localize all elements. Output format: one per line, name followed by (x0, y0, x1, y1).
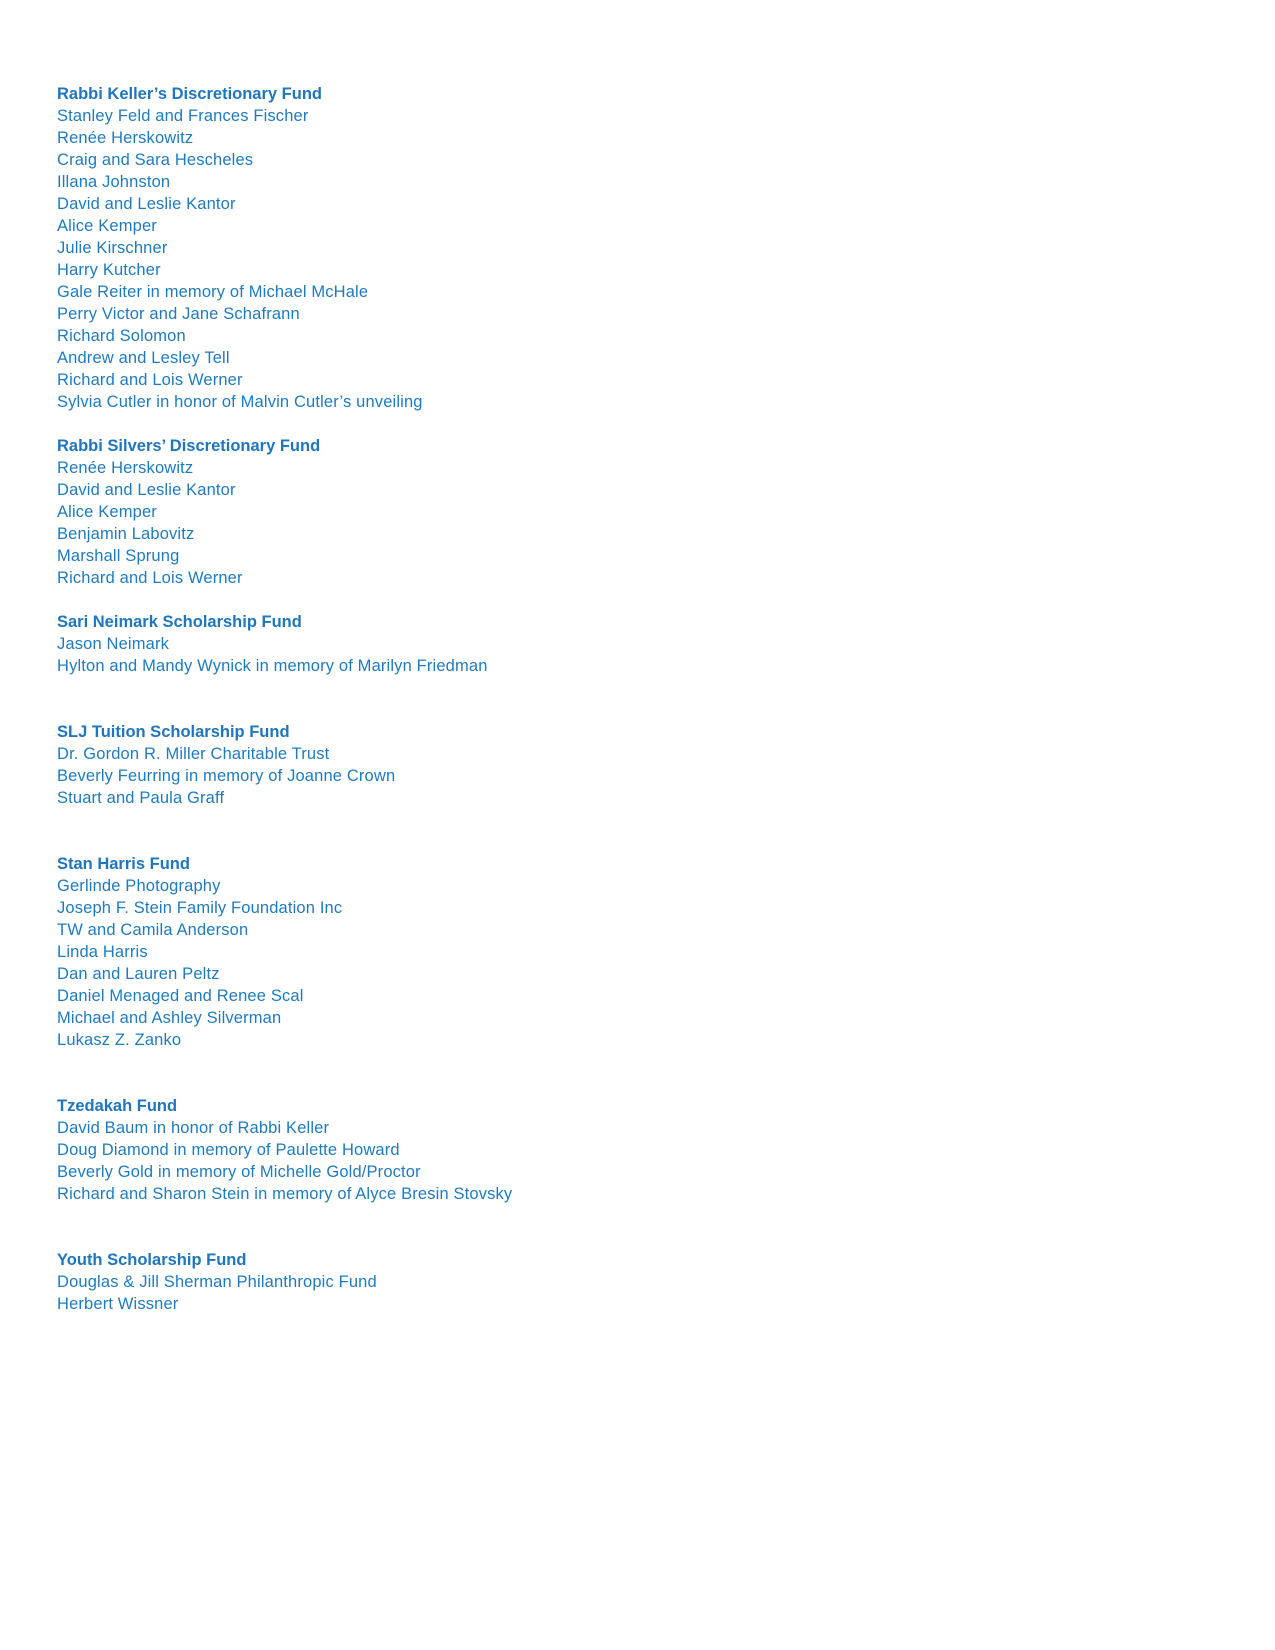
donor-name: Benjamin Labovitz (57, 525, 195, 543)
donor-name: Douglas & Jill Sherman Philanthropic Fund (57, 1273, 377, 1291)
fund-section-stan-harris (57, 853, 1217, 1051)
fund-section-slj-tuition (57, 721, 1217, 809)
donor-name: Renée Herskowitz (57, 459, 194, 477)
donor-name: Julie Kirschner (57, 239, 168, 257)
fund-title: Rabbi Keller’s Discretionary Fund (57, 85, 322, 103)
donor-name: Lukasz Z. Zanko (57, 1031, 182, 1049)
donor-name: Harry Kutcher (57, 261, 161, 279)
donor-name: Dan and Lauren Peltz (57, 965, 220, 983)
donor-name: David and Leslie Kantor (57, 481, 236, 499)
section-spacer (57, 677, 1217, 721)
donor-name: TW and Camila Anderson (57, 921, 249, 939)
donor-name: Hylton and Mandy Wynick in memory of Marilyn Friedman (57, 657, 488, 675)
section-spacer (57, 809, 1217, 853)
donor-name: Richard and Sharon Stein in memory of Alyce Bresin Stovsky (57, 1185, 513, 1203)
fund-title: Sari Neimark Scholarship Fund (57, 613, 302, 631)
donor-name: Doug Diamond in memory of Paulette Howard (57, 1141, 400, 1159)
donor-name: Craig and Sara Hescheles (57, 151, 254, 169)
donor-name: Herbert Wissner (57, 1295, 179, 1313)
donor-name: Alice Kemper (57, 503, 157, 521)
donor-name: Richard and Lois Werner (57, 371, 243, 389)
donor-name: Beverly Feurring in memory of Joanne Crown (57, 767, 396, 785)
donor-name: Joseph F. Stein Family Foundation Inc (57, 899, 343, 917)
fund-title: SLJ Tuition Scholarship Fund (57, 723, 290, 741)
donor-name: David Baum in honor of Rabbi Keller (57, 1119, 330, 1137)
donor-name: Gale Reiter in memory of Michael McHale (57, 283, 369, 301)
donor-name: Andrew and Lesley Tell (57, 349, 230, 367)
donor-name: Jason Neimark (57, 635, 169, 653)
donor-name: Stanley Feld and Frances Fischer (57, 107, 309, 125)
donor-name: Linda Harris (57, 943, 148, 961)
section-spacer (57, 589, 1217, 611)
donor-name: Daniel Menaged and Renee Scal (57, 987, 304, 1005)
section-spacer (57, 1205, 1217, 1249)
donor-name: Gerlinde Photography (57, 877, 221, 895)
donor-name: Beverly Gold in memory of Michelle Gold/Proctor (57, 1163, 421, 1181)
fund-section-youth-scholarship (57, 1249, 1217, 1315)
donor-list-page (57, 83, 1217, 1315)
donor-name: Perry Victor and Jane Schafrann (57, 305, 300, 323)
donor-name: Alice Kemper (57, 217, 157, 235)
fund-section-sari-neimark (57, 611, 1217, 677)
donor-name: Sylvia Cutler in honor of Malvin Cutler’s unveiling (57, 393, 423, 411)
donor-name: Renée Herskowitz (57, 129, 194, 147)
donor-name: Marshall Sprung (57, 547, 180, 565)
donor-name: David and Leslie Kantor (57, 195, 236, 213)
donor-name: Illana Johnston (57, 173, 171, 191)
donor-name: Dr. Gordon R. Miller Charitable Trust (57, 745, 330, 763)
fund-title: Tzedakah Fund (57, 1097, 178, 1115)
fund-section-rabbi-silvers (57, 435, 1217, 589)
donor-name: Michael and Ashley Silverman (57, 1009, 282, 1027)
section-spacer (57, 413, 1217, 435)
fund-title: Youth Scholarship Fund (57, 1251, 247, 1269)
section-spacer (57, 1051, 1217, 1095)
fund-section-tzedakah (57, 1095, 1217, 1205)
fund-title: Stan Harris Fund (57, 855, 190, 873)
donor-name: Stuart and Paula Graff (57, 789, 225, 807)
fund-section-rabbi-keller (57, 83, 1217, 413)
donor-name: Richard Solomon (57, 327, 186, 345)
donor-name: Richard and Lois Werner (57, 569, 243, 587)
fund-title: Rabbi Silvers’ Discretionary Fund (57, 437, 321, 455)
